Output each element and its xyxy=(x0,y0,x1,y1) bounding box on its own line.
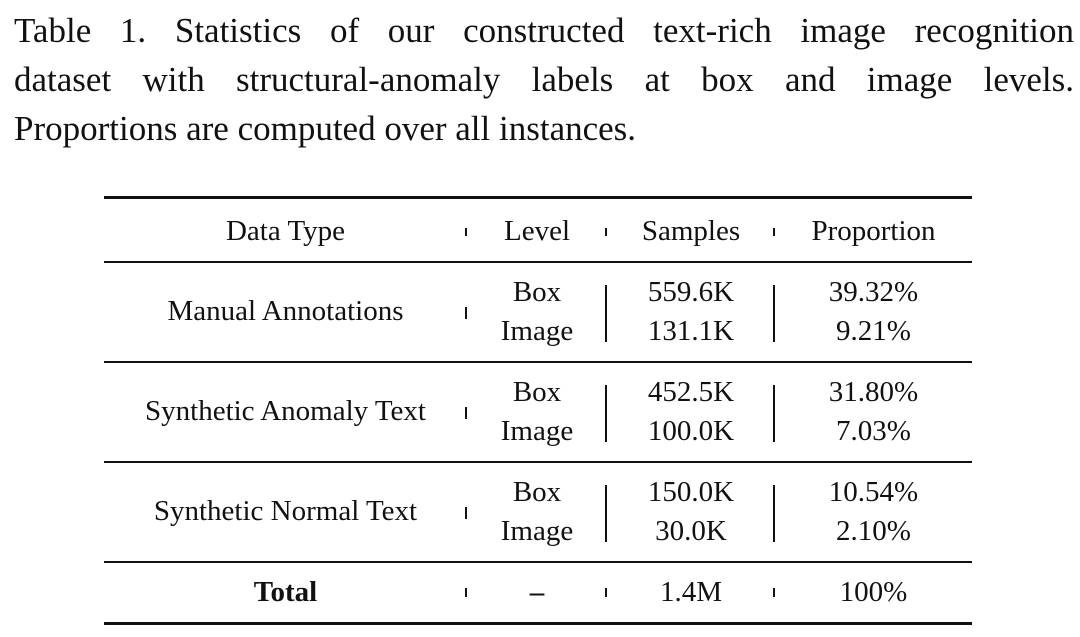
table-total-row xyxy=(104,562,972,624)
data-type-cell: Synthetic Anomaly Text xyxy=(104,362,467,462)
table-caption xyxy=(14,6,1074,153)
table-row xyxy=(104,362,972,462)
level-cell: Box Image xyxy=(467,462,607,562)
header-samples: Samples xyxy=(607,198,775,262)
caption-line-2: dataset with structural-anomaly labels at box and image levels. xyxy=(14,60,1074,99)
total-samples-cell: 1.4M xyxy=(607,562,775,624)
proportion-cell: 39.32% 9.21% xyxy=(775,262,972,362)
header-data-type: Data Type xyxy=(104,198,467,262)
total-proportion-cell: 100% xyxy=(775,562,972,624)
level-cell: Box Image xyxy=(467,362,607,462)
header-level: Level xyxy=(467,198,607,262)
header-proportion: Proportion xyxy=(775,198,972,262)
samples-cell: 452.5K 100.0K xyxy=(607,362,775,462)
data-type-cell: Manual Annotations xyxy=(104,262,467,362)
proportion-cell: 10.54% 2.10% xyxy=(775,462,972,562)
samples-cell: 150.0K 30.0K xyxy=(607,462,775,562)
level-cell: Box Image xyxy=(467,262,607,362)
caption-line-3: Proportions are computed over all instances. xyxy=(14,109,637,148)
proportion-cell: 31.80% 7.03% xyxy=(775,362,972,462)
caption-line-1: Table 1. Statistics of our constructed text-rich image recognition xyxy=(14,11,1074,50)
statistics-table xyxy=(104,196,972,625)
table-row xyxy=(104,462,972,562)
table-header-row xyxy=(104,198,972,262)
table-row xyxy=(104,262,972,362)
total-label-cell: Total xyxy=(104,562,467,624)
samples-cell: 559.6K 131.1K xyxy=(607,262,775,362)
total-level-cell: – xyxy=(467,562,607,624)
data-type-cell: Synthetic Normal Text xyxy=(104,462,467,562)
